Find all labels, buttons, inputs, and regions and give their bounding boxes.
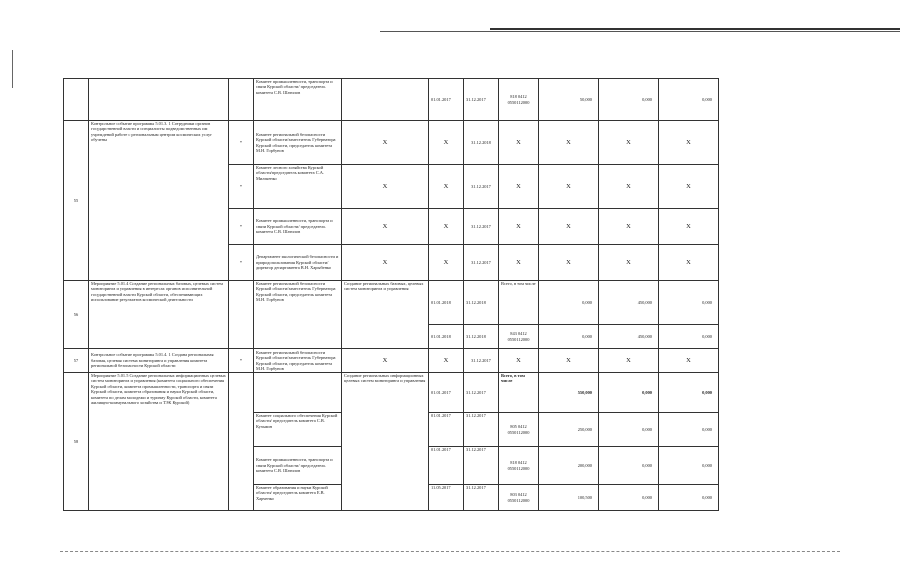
executor-cell: Комитет региональной безопасности Курской области/заместитель Губернатора Курской области, председатель комитета М.Н. Горбунов xyxy=(254,349,342,373)
value-2017: 550,000 xyxy=(539,373,599,413)
table-row xyxy=(64,349,719,373)
end-date: 31.12.2017 xyxy=(464,209,499,245)
table-row xyxy=(64,281,719,325)
executor-cell xyxy=(254,373,342,413)
x-cell: X xyxy=(429,165,464,209)
x-cell: X xyxy=(599,165,659,209)
scan-edge-left xyxy=(12,50,13,88)
event-name: Контрольное событие программы 5.01.3. 1 Сотрудники органов государственной власти и специалисты подведомственных им учреждений работе с региональным центром космических услуг обучены xyxy=(89,121,229,281)
start-date: 01.01.2017 xyxy=(429,79,464,121)
value-2017: 0,000 xyxy=(539,325,599,349)
mark-cell xyxy=(229,281,254,349)
x-cell: X xyxy=(599,245,659,281)
x-cell: X xyxy=(599,349,659,373)
executor-cell: Комитет лесного хозяйства Курской области/председатель комитета С.А. Мильченко xyxy=(254,165,342,209)
x-cell: X xyxy=(659,209,719,245)
x-cell: X xyxy=(539,245,599,281)
value-2018: 0,000 xyxy=(599,79,659,121)
end-date: 31.12.2017 xyxy=(464,245,499,281)
end-date: 31.12.2017 xyxy=(464,349,499,373)
start-date: 01.01.2017 xyxy=(429,413,464,447)
x-cell: X xyxy=(599,121,659,165)
result-cell: Создание региональных базовых, целевых систем мониторинга и управления xyxy=(342,281,429,349)
row-number: 57 xyxy=(64,349,89,373)
value-2019: 0,000 xyxy=(659,485,719,511)
mark-cell: * xyxy=(229,209,254,245)
kbk-code: Всего, в том числе xyxy=(499,281,539,325)
x-cell: X xyxy=(499,121,539,165)
scan-edge-top xyxy=(380,31,900,32)
executor-cell: Комитет региональной безопасности Курской области/заместитель Губернатора Курской области, председатель комитета М.Н. Горбунов xyxy=(254,121,342,165)
end-date: 31.12.2017 xyxy=(464,79,499,121)
executor-cell: Комитет социального обеспечения Курской области/ председатель комитета С.В. Кузьмин xyxy=(254,413,342,447)
kbk-code: 843 0412 0550112000 xyxy=(499,325,539,349)
value-2018: 0,000 xyxy=(599,413,659,447)
value-2019: 0,000 xyxy=(659,373,719,413)
row-number: 56 xyxy=(64,281,89,349)
x-cell: X xyxy=(342,245,429,281)
value-2017: 200,000 xyxy=(539,447,599,485)
x-cell: X xyxy=(429,121,464,165)
row-number: 58 xyxy=(64,373,89,511)
executor-cell: Комитет региональной безопасности Курской области/заместитель Губернатора Курской области, председатель комитета М.Н. Горбунов xyxy=(254,281,342,349)
x-cell: X xyxy=(342,209,429,245)
end-date: 31.12.2017 xyxy=(464,447,499,485)
kbk-code: 818 0412 0550112000 xyxy=(499,79,539,121)
mark-cell xyxy=(229,373,254,511)
value-2019: 0,000 xyxy=(659,325,719,349)
event-name: Контрольное событие программы 5.01.4. 1 Создана региональная базовая, целевая система мониторинга и управления комитета региональной безопасности Курской области xyxy=(89,349,229,373)
x-cell: X xyxy=(499,165,539,209)
report-table xyxy=(63,78,719,511)
executor-cell: Комитет промышленности, транспорта и связи Курской области/ председатель комитета С.В. Шатилов xyxy=(254,447,342,485)
kbk-code: 818 0412 0550112000 xyxy=(499,447,539,485)
kbk-code: Всего, в том числе xyxy=(499,373,539,413)
executor-cell: Комитет промышленности, транспорта и связи Курской области/ председатель комитета С.В. Шатилов xyxy=(254,79,342,121)
result-cell xyxy=(342,79,429,121)
x-cell: X xyxy=(659,121,719,165)
x-cell: X xyxy=(342,121,429,165)
start-date: 01.01.2018 xyxy=(429,281,464,325)
start-date: 01.01.2018 xyxy=(429,325,464,349)
start-date: 01.01.2017 xyxy=(429,373,464,413)
mark-cell xyxy=(229,79,254,121)
end-date: 31.12.2017 xyxy=(464,413,499,447)
value-2017: 0,000 xyxy=(539,281,599,325)
x-cell: X xyxy=(539,349,599,373)
end-date: 31.12.2018 xyxy=(464,281,499,325)
kbk-code: 805 0412 0550112000 xyxy=(499,413,539,447)
end-date: 31.12.2017 xyxy=(464,485,499,511)
table-row xyxy=(64,121,719,165)
end-date: 31.12.2018 xyxy=(464,121,499,165)
table-row xyxy=(64,79,719,121)
value-2018: 450,000 xyxy=(599,325,659,349)
x-cell: X xyxy=(659,165,719,209)
row-number xyxy=(64,79,89,121)
x-cell: X xyxy=(499,349,539,373)
x-cell: X xyxy=(429,349,464,373)
x-cell: X xyxy=(342,349,429,373)
x-cell: X xyxy=(599,209,659,245)
value-2019: 0,000 xyxy=(659,281,719,325)
x-cell: X xyxy=(539,165,599,209)
end-date: 31.12.2017 xyxy=(464,165,499,209)
result-cell: Создание региональных информационных целевых систем мониторинга и управления xyxy=(342,373,429,511)
x-cell: X xyxy=(342,165,429,209)
value-2018: 450,000 xyxy=(599,281,659,325)
value-2019: 0,000 xyxy=(659,79,719,121)
value-2018: 0,000 xyxy=(599,485,659,511)
row-number: 55 xyxy=(64,121,89,281)
event-name xyxy=(89,79,229,121)
kbk-code: 803 0412 0550112000 xyxy=(499,485,539,511)
x-cell: X xyxy=(429,209,464,245)
x-cell: X xyxy=(499,245,539,281)
executor-cell: Комитет образования и науки Курской области/ председатель комитета Е.В. Харченко xyxy=(254,485,342,511)
x-cell: X xyxy=(539,209,599,245)
value-2017: 250,000 xyxy=(539,413,599,447)
end-date: 31.12.2017 xyxy=(464,373,499,413)
value-2019: 0,000 xyxy=(659,413,719,447)
event-name: Мероприятие 5.01.4 Создание региональных базовых, целевых систем мониторинга и управления в интересах органов исполнительной государственной власти Курской области, обеспечивающих использование результатов космической деятельности xyxy=(89,281,229,349)
value-2019: 0,000 xyxy=(659,447,719,485)
value-2018: 0,000 xyxy=(599,447,659,485)
end-date: 31.12.2018 xyxy=(464,325,499,349)
x-cell: X xyxy=(659,349,719,373)
event-name: Мероприятие 5.01.5 Создание региональных информационных целевых систем мониторинга и управления (комитета социального обеспечения Курской области, комитета промышленности, транспорта и связи Курской области, комитета образования и науки Курской области, комитета по делам молодежи и туризму Курской области, комитета жилищно-коммунального хозяйства и ТЭК Курской) xyxy=(89,373,229,511)
mark-cell: * xyxy=(229,245,254,281)
value-2017: 100,500 xyxy=(539,485,599,511)
value-2018: 0,000 xyxy=(599,373,659,413)
x-cell: X xyxy=(499,209,539,245)
mark-cell: * xyxy=(229,165,254,209)
mark-cell: * xyxy=(229,121,254,165)
start-date: 01.01.2017 xyxy=(429,447,464,485)
value-2017: 50,000 xyxy=(539,79,599,121)
executor-cell: Департамент экологической безопасности и природопользования Курской области/ директор департамента В.Н. Харыбенко xyxy=(254,245,342,281)
executor-cell: Комитет промышленности, транспорта и связи Курской области/ председатель комитета С.В. Шатилов xyxy=(254,209,342,245)
scan-edge-top-thick xyxy=(490,28,900,30)
scan-edge-bottom xyxy=(60,551,840,552)
x-cell: X xyxy=(539,121,599,165)
x-cell: X xyxy=(429,245,464,281)
table-row xyxy=(64,373,719,413)
x-cell: X xyxy=(659,245,719,281)
start-date: 11.05.2017 xyxy=(429,485,464,511)
mark-cell: * xyxy=(229,349,254,373)
